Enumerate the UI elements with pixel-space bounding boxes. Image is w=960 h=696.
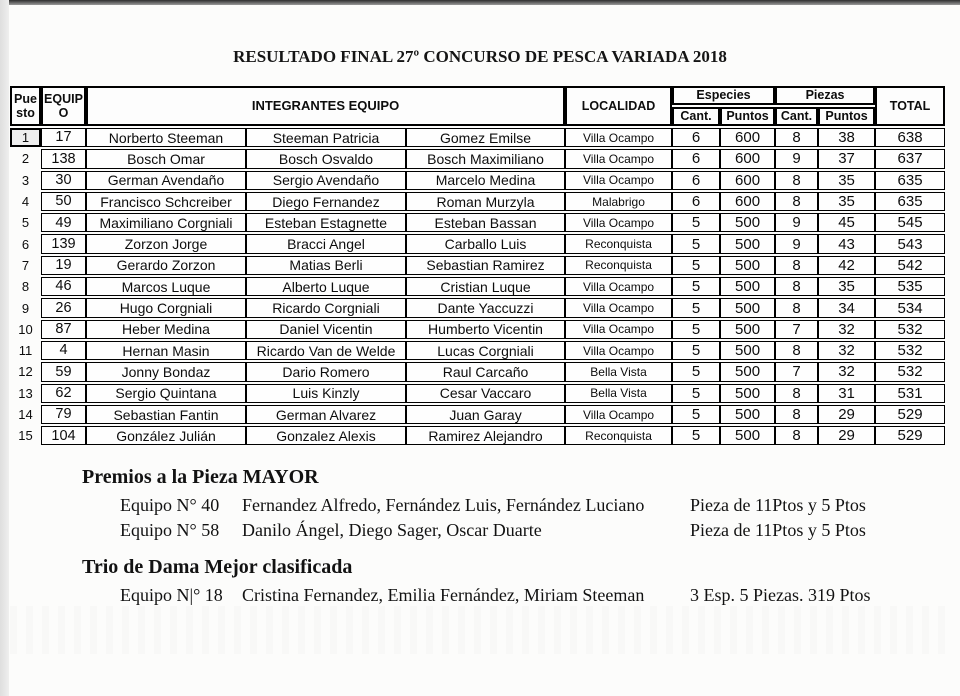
pieces-points-cell: 35 bbox=[818, 171, 875, 190]
header-especies-group: Especies bbox=[672, 86, 775, 105]
locality-cell: Villa Ocampo bbox=[565, 341, 672, 360]
award-team-label: Equipo N° 40 bbox=[120, 495, 220, 515]
species-points-cell: 600 bbox=[720, 149, 775, 168]
rank-cell: 5 bbox=[21, 215, 30, 231]
premios-rows bbox=[82, 493, 866, 543]
total-cell: 531 bbox=[875, 384, 945, 403]
total-cell: 638 bbox=[875, 128, 945, 147]
page-title: RESULTADO FINAL 27º CONCURSO DE PESCA VARIADA 2018 bbox=[233, 47, 727, 66]
pieces-points-cell: 32 bbox=[818, 341, 875, 360]
pieces-count-cell: 8 bbox=[775, 256, 818, 275]
pieces-count-cell: 7 bbox=[775, 362, 818, 381]
rank-cell: 2 bbox=[21, 151, 30, 167]
locality-cell: Villa Ocampo bbox=[565, 320, 672, 339]
header-piezas-group: Piezas bbox=[775, 86, 875, 105]
award-prize-text: Pieza de 11Ptos y 5 Ptos bbox=[690, 495, 866, 515]
rank-cell: 12 bbox=[18, 364, 33, 380]
team-number-cell: 46 bbox=[41, 277, 86, 296]
rank-cell: 11 bbox=[18, 343, 33, 359]
species-points-cell: 500 bbox=[720, 384, 775, 403]
member-name-cell: Roman Murzyla bbox=[406, 192, 565, 211]
pieces-points-cell: 35 bbox=[818, 192, 875, 211]
header-localidad: LOCALIDAD bbox=[565, 86, 672, 126]
trio-dama-section bbox=[82, 556, 871, 608]
team-number-cell: 138 bbox=[41, 149, 86, 168]
pieces-count-cell: 7 bbox=[775, 320, 818, 339]
rank-cell: 9 bbox=[21, 300, 30, 316]
total-cell: 532 bbox=[875, 320, 945, 339]
member-name-cell: Gerardo Zorzon bbox=[86, 256, 246, 275]
member-name-cell: Raul Carcaño bbox=[406, 362, 565, 381]
trio-rows bbox=[82, 583, 871, 608]
pieces-points-cell: 38 bbox=[818, 128, 875, 147]
scan-left-margin-artifact bbox=[0, 0, 9, 696]
pieces-points-cell: 43 bbox=[818, 234, 875, 253]
results-table bbox=[10, 84, 945, 447]
table-row bbox=[10, 277, 945, 296]
table-row bbox=[10, 405, 945, 424]
member-name-cell: Bosch Osvaldo bbox=[246, 149, 406, 168]
total-cell: 542 bbox=[875, 256, 945, 275]
pieces-points-cell: 35 bbox=[818, 277, 875, 296]
member-name-cell: Daniel Vicentin bbox=[246, 320, 406, 339]
table-row bbox=[10, 341, 945, 360]
member-name-cell: Steeman Patricia bbox=[246, 128, 406, 147]
results-table-header bbox=[10, 86, 945, 126]
locality-cell: Villa Ocampo bbox=[565, 149, 672, 168]
species-points-cell: 500 bbox=[720, 277, 775, 296]
member-name-cell: Diego Fernandez bbox=[246, 192, 406, 211]
member-name-cell: Marcos Luque bbox=[86, 277, 246, 296]
table-row bbox=[10, 298, 945, 317]
pieces-count-cell: 9 bbox=[775, 213, 818, 232]
table-row bbox=[10, 128, 945, 147]
trio-heading: Trio de Dama Mejor clasificada bbox=[82, 556, 353, 578]
team-number-cell: 59 bbox=[41, 362, 86, 381]
species-count-cell: 6 bbox=[672, 128, 720, 147]
species-count-cell: 5 bbox=[672, 234, 720, 253]
member-name-cell: Bosch Omar bbox=[86, 149, 246, 168]
species-count-cell: 6 bbox=[672, 149, 720, 168]
member-name-cell: Cristian Luque bbox=[406, 277, 565, 296]
table-row bbox=[10, 362, 945, 381]
pieces-count-cell: 8 bbox=[775, 171, 818, 190]
header-especies-cant: Cant. bbox=[672, 107, 720, 126]
team-number-cell: 62 bbox=[41, 384, 86, 403]
pieces-count-cell: 8 bbox=[775, 277, 818, 296]
total-cell: 532 bbox=[875, 341, 945, 360]
award-team-label: Equipo N|° 18 bbox=[120, 585, 223, 605]
premios-heading: Premios a la Pieza MAYOR bbox=[82, 466, 319, 488]
award-prize-text: 3 Esp. 5 Piezas. 319 Ptos bbox=[690, 585, 871, 605]
total-cell: 635 bbox=[875, 171, 945, 190]
species-count-cell: 5 bbox=[672, 213, 720, 232]
locality-cell: Villa Ocampo bbox=[565, 128, 672, 147]
species-points-cell: 500 bbox=[720, 341, 775, 360]
table-row bbox=[10, 320, 945, 339]
results-table-body bbox=[10, 128, 945, 445]
member-name-cell: Juan Garay bbox=[406, 405, 565, 424]
member-name-cell: Zorzon Jorge bbox=[86, 234, 246, 253]
species-count-cell: 5 bbox=[672, 426, 720, 445]
member-name-cell: German Avendaño bbox=[86, 171, 246, 190]
award-members-text: Fernandez Alfredo, Fernández Luis, Fernández Luciano bbox=[242, 495, 645, 515]
species-points-cell: 600 bbox=[720, 192, 775, 211]
team-number-cell: 49 bbox=[41, 213, 86, 232]
header-piezas-cant: Cant. bbox=[775, 107, 818, 126]
total-cell: 535 bbox=[875, 277, 945, 296]
team-number-cell: 26 bbox=[41, 298, 86, 317]
pieces-points-cell: 32 bbox=[818, 362, 875, 381]
species-points-cell: 600 bbox=[720, 171, 775, 190]
total-cell: 532 bbox=[875, 362, 945, 381]
team-number-cell: 79 bbox=[41, 405, 86, 424]
total-cell: 635 bbox=[875, 192, 945, 211]
pieces-count-cell: 9 bbox=[775, 149, 818, 168]
rank-cell: 4 bbox=[21, 194, 30, 210]
team-number-cell: 17 bbox=[41, 128, 86, 147]
member-name-cell: Bosch Maximiliano bbox=[406, 149, 565, 168]
locality-cell: Villa Ocampo bbox=[565, 213, 672, 232]
pieces-count-cell: 8 bbox=[775, 298, 818, 317]
rank-cell: 10 bbox=[18, 321, 33, 337]
rank-cell: 15 bbox=[18, 428, 33, 444]
species-count-cell: 5 bbox=[672, 277, 720, 296]
member-name-cell: Sergio Quintana bbox=[86, 384, 246, 403]
member-name-cell: Jonny Bondaz bbox=[86, 362, 246, 381]
species-count-cell: 5 bbox=[672, 405, 720, 424]
species-count-cell: 5 bbox=[672, 298, 720, 317]
total-cell: 529 bbox=[875, 426, 945, 445]
locality-cell: Bella Vista bbox=[565, 362, 672, 381]
member-name-cell: Luis Kinzly bbox=[246, 384, 406, 403]
rank-cell: 14 bbox=[18, 407, 33, 422]
member-name-cell: Gonzalez Alexis bbox=[246, 426, 406, 445]
pieces-points-cell: 34 bbox=[818, 298, 875, 317]
award-prize-text: Pieza de 11Ptos y 5 Ptos bbox=[690, 520, 866, 540]
locality-cell: Villa Ocampo bbox=[565, 298, 672, 317]
member-name-cell: Cesar Vaccaro bbox=[406, 384, 565, 403]
member-name-cell: Francisco Schcreiber bbox=[86, 192, 246, 211]
rank-cell: 3 bbox=[21, 172, 30, 188]
team-number-cell: 19 bbox=[41, 256, 86, 275]
header-piezas-puntos: Puntos bbox=[818, 107, 875, 126]
table-row bbox=[10, 256, 945, 275]
table-row bbox=[10, 213, 945, 232]
species-count-cell: 5 bbox=[672, 384, 720, 403]
team-number-cell: 139 bbox=[41, 234, 86, 253]
table-row bbox=[10, 234, 945, 253]
member-name-cell: Esteban Estagnette bbox=[246, 213, 406, 232]
team-number-cell: 50 bbox=[41, 192, 86, 211]
pieces-points-cell: 37 bbox=[818, 149, 875, 168]
member-name-cell: Dario Romero bbox=[246, 362, 406, 381]
team-number-cell: 4 bbox=[41, 341, 86, 360]
member-name-cell: Humberto Vicentin bbox=[406, 320, 565, 339]
species-points-cell: 500 bbox=[720, 256, 775, 275]
member-name-cell: Carballo Luis bbox=[406, 234, 565, 253]
member-name-cell: Ricardo Van de Welde bbox=[246, 341, 406, 360]
locality-cell: Villa Ocampo bbox=[565, 405, 672, 424]
member-name-cell: Heber Medina bbox=[86, 320, 246, 339]
total-cell: 543 bbox=[875, 234, 945, 253]
species-points-cell: 500 bbox=[720, 320, 775, 339]
member-name-cell: Maximiliano Corgniali bbox=[86, 213, 246, 232]
total-cell: 545 bbox=[875, 213, 945, 232]
locality-cell: Malabrigo bbox=[565, 192, 672, 211]
species-points-cell: 600 bbox=[720, 128, 775, 147]
member-name-cell: Hernan Masin bbox=[86, 341, 246, 360]
pieces-count-cell: 8 bbox=[775, 384, 818, 403]
member-name-cell: Matias Berli bbox=[246, 256, 406, 275]
total-cell: 534 bbox=[875, 298, 945, 317]
scan-top-edge-artifact bbox=[0, 0, 960, 5]
award-row bbox=[120, 583, 871, 608]
rank-cell: 13 bbox=[18, 385, 33, 401]
award-row bbox=[120, 518, 866, 543]
award-team-label: Equipo N° 58 bbox=[120, 520, 220, 540]
species-count-cell: 6 bbox=[672, 171, 720, 190]
species-count-cell: 6 bbox=[672, 192, 720, 211]
header-especies-puntos: Puntos bbox=[720, 107, 775, 126]
header-puesto: Pue sto bbox=[10, 86, 41, 126]
member-name-cell: Esteban Bassan bbox=[406, 213, 565, 232]
table-row bbox=[10, 384, 945, 403]
award-row bbox=[120, 493, 866, 518]
total-cell: 637 bbox=[875, 149, 945, 168]
header-integrantes: INTEGRANTES EQUIPO bbox=[86, 86, 565, 126]
locality-cell: Reconquista bbox=[565, 234, 672, 253]
member-name-cell: Sebastian Fantin bbox=[86, 405, 246, 424]
pieces-count-cell: 8 bbox=[775, 405, 818, 424]
table-row bbox=[10, 192, 945, 211]
member-name-cell: Ramirez Alejandro bbox=[406, 426, 565, 445]
species-count-cell: 5 bbox=[672, 256, 720, 275]
member-name-cell: Lucas Corgniali bbox=[406, 341, 565, 360]
species-points-cell: 500 bbox=[720, 298, 775, 317]
rank-cell: 7 bbox=[21, 257, 30, 273]
member-name-cell: Dante Yaccuzzi bbox=[406, 298, 565, 317]
team-number-cell: 30 bbox=[41, 171, 86, 190]
member-name-cell: Alberto Luque bbox=[246, 277, 406, 296]
member-name-cell: Norberto Steeman bbox=[86, 128, 246, 147]
species-points-cell: 500 bbox=[720, 405, 775, 424]
award-members-text: Cristina Fernandez, Emilia Fernández, Miriam Steeman bbox=[242, 585, 645, 605]
header-equipo: EQUIP O bbox=[41, 86, 86, 126]
member-name-cell: German Alvarez bbox=[246, 405, 406, 424]
member-name-cell: Sebastian Ramirez bbox=[406, 256, 565, 275]
member-name-cell: Gomez Emilse bbox=[406, 128, 565, 147]
premios-pieza-mayor-section bbox=[82, 466, 866, 543]
table-row bbox=[10, 171, 945, 190]
total-cell: 529 bbox=[875, 405, 945, 424]
species-points-cell: 500 bbox=[720, 234, 775, 253]
locality-cell: Reconquista bbox=[565, 426, 672, 445]
team-number-cell: 87 bbox=[41, 320, 86, 339]
pieces-count-cell: 8 bbox=[775, 192, 818, 211]
pieces-count-cell: 9 bbox=[775, 234, 818, 253]
locality-cell: Villa Ocampo bbox=[565, 171, 672, 190]
team-number-cell: 104 bbox=[41, 426, 86, 445]
locality-cell: Reconquista bbox=[565, 256, 672, 275]
member-name-cell: Ricardo Corgniali bbox=[246, 298, 406, 317]
pieces-points-cell: 29 bbox=[818, 426, 875, 445]
species-points-cell: 500 bbox=[720, 426, 775, 445]
pieces-points-cell: 29 bbox=[818, 405, 875, 424]
species-count-cell: 5 bbox=[672, 320, 720, 339]
pieces-count-cell: 8 bbox=[775, 128, 818, 147]
rank-cell: 6 bbox=[21, 236, 30, 252]
pieces-points-cell: 42 bbox=[818, 256, 875, 275]
pieces-points-cell: 45 bbox=[818, 213, 875, 232]
header-total: TOTAL bbox=[875, 86, 945, 126]
locality-cell: Villa Ocampo bbox=[565, 277, 672, 296]
member-name-cell: Marcelo Medina bbox=[406, 171, 565, 190]
scan-bottom-noise-artifact bbox=[10, 606, 954, 654]
member-name-cell: Sergio Avendaño bbox=[246, 171, 406, 190]
table-row bbox=[10, 149, 945, 168]
award-members-text: Danilo Ángel, Diego Sager, Oscar Duarte bbox=[242, 520, 542, 540]
species-points-cell: 500 bbox=[720, 362, 775, 381]
pieces-points-cell: 32 bbox=[818, 320, 875, 339]
pieces-points-cell: 31 bbox=[818, 384, 875, 403]
rank-cell: 8 bbox=[21, 279, 30, 295]
species-count-cell: 5 bbox=[672, 362, 720, 381]
species-count-cell: 5 bbox=[672, 341, 720, 360]
pieces-count-cell: 8 bbox=[775, 341, 818, 360]
table-row bbox=[10, 426, 945, 445]
member-name-cell: Hugo Corgniali bbox=[86, 298, 246, 317]
member-name-cell: Bracci Angel bbox=[246, 234, 406, 253]
rank-cell: 1 bbox=[10, 128, 41, 147]
member-name-cell: González Julián bbox=[86, 426, 246, 445]
pieces-count-cell: 8 bbox=[775, 426, 818, 445]
locality-cell: Bella Vista bbox=[565, 384, 672, 403]
species-points-cell: 500 bbox=[720, 213, 775, 232]
